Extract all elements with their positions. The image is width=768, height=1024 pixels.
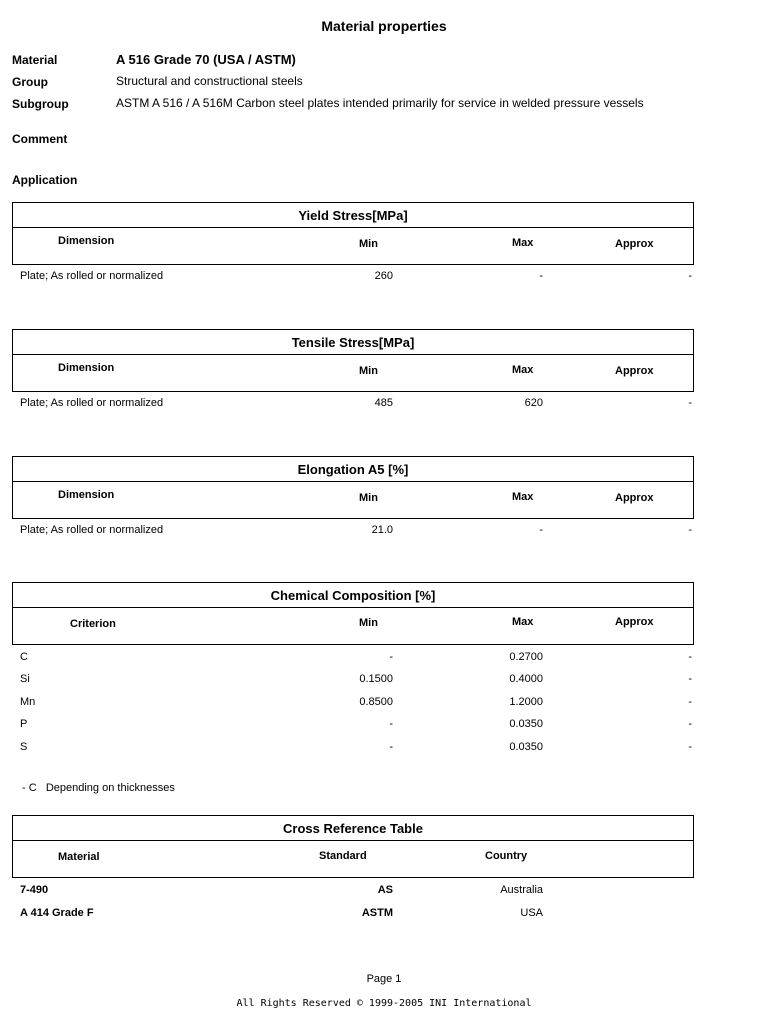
application-label: Application: [12, 173, 78, 187]
copyright-footer: All Rights Reserved © 1999-2005 INI International: [236, 998, 532, 1009]
material-value: A 516 Grade 70 (USA / ASTM): [116, 52, 296, 67]
comment-label: Comment: [12, 132, 68, 146]
max-cell: 0.0350: [509, 741, 543, 753]
table-row: [0, 741, 768, 757]
cross-reference-table: [12, 815, 694, 878]
group-label: Group: [12, 75, 48, 89]
max-cell: 620: [524, 397, 543, 409]
min-cell: 21.0: [371, 524, 393, 536]
standard-cell: ASTM: [361, 907, 393, 919]
chemical-composition-header: Chemical Composition [%]: [13, 583, 693, 608]
col-approx: Approx: [615, 238, 654, 250]
min-cell: 0.1500: [359, 673, 393, 685]
col-approx: Approx: [615, 365, 654, 377]
col-dimension: Dimension: [58, 235, 115, 247]
col-approx: Approx: [615, 616, 654, 628]
chemical-composition-table: [12, 582, 694, 645]
col-standard: Standard: [319, 850, 367, 862]
table-row: [0, 651, 768, 667]
tensile-stress-header: Tensile Stress[MPa]: [13, 330, 693, 355]
col-approx: Approx: [615, 492, 654, 504]
material-cell: 7-490: [20, 884, 49, 896]
elongation-table: [12, 456, 694, 519]
element-cell: Mn: [20, 696, 36, 708]
approx-cell: -: [688, 397, 692, 409]
max-cell: 1.2000: [509, 696, 543, 708]
table-row: [0, 696, 768, 712]
max-cell: 0.4000: [509, 673, 543, 685]
material-cell: A 414 Grade F: [20, 907, 94, 919]
page-title: Material properties: [321, 18, 447, 34]
table-row: [0, 718, 768, 734]
group-value: Structural and constructional steels: [116, 74, 303, 88]
table-row: [0, 907, 768, 923]
col-min: Min: [359, 492, 378, 504]
min-cell: 260: [374, 270, 393, 282]
approx-cell: -: [688, 718, 692, 730]
element-cell: S: [20, 741, 28, 753]
col-max: Max: [512, 364, 534, 376]
dimension-cell: Plate; As rolled or normalized: [20, 397, 164, 409]
approx-cell: -: [688, 651, 692, 663]
dimension-cell: Plate; As rolled or normalized: [20, 270, 164, 282]
col-max: Max: [512, 491, 534, 503]
element-cell: Si: [20, 673, 30, 685]
table-row: [0, 673, 768, 689]
chemical-note: - C Depending on thicknesses: [22, 782, 175, 794]
max-cell: -: [539, 270, 543, 282]
approx-cell: -: [688, 524, 692, 536]
col-criterion: Criterion: [70, 618, 116, 630]
approx-cell: -: [688, 673, 692, 685]
min-cell: -: [389, 741, 393, 753]
col-dimension: Dimension: [58, 489, 115, 501]
country-cell: USA: [520, 907, 543, 919]
col-max: Max: [512, 237, 534, 249]
max-cell: 0.2700: [509, 651, 543, 663]
element-cell: C: [20, 651, 28, 663]
country-cell: Australia: [500, 884, 543, 896]
col-min: Min: [359, 238, 378, 250]
approx-cell: -: [688, 741, 692, 753]
table-row: [0, 884, 768, 900]
min-cell: 485: [374, 397, 393, 409]
elongation-header: Elongation A5 [%]: [13, 457, 693, 482]
max-cell: 0.0350: [509, 718, 543, 730]
col-country: Country: [485, 850, 528, 862]
col-material: Material: [58, 851, 100, 863]
yield-stress-table: [12, 202, 694, 265]
dimension-cell: Plate; As rolled or normalized: [20, 524, 164, 536]
material-label: Material: [12, 53, 58, 67]
table-row: [0, 524, 768, 540]
cross-reference-header: Cross Reference Table: [13, 816, 693, 841]
yield-stress-header: Yield Stress[MPa]: [13, 203, 693, 228]
min-cell: 0.8500: [359, 696, 393, 708]
col-max: Max: [512, 616, 534, 628]
page-number: Page 1: [366, 973, 402, 985]
element-cell: P: [20, 718, 28, 730]
approx-cell: -: [688, 696, 692, 708]
col-min: Min: [359, 365, 378, 377]
max-cell: -: [539, 524, 543, 536]
subgroup-label: Subgroup: [12, 97, 69, 111]
table-row: [0, 397, 768, 413]
approx-cell: -: [688, 270, 692, 282]
min-cell: -: [389, 718, 393, 730]
subgroup-value: ASTM A 516 / A 516M Carbon steel plates intended primarily for service in welded pressure vessels: [116, 96, 644, 110]
standard-cell: AS: [377, 884, 393, 896]
col-min: Min: [359, 617, 378, 629]
tensile-stress-table: [12, 329, 694, 392]
min-cell: -: [389, 651, 393, 663]
table-row: [0, 270, 768, 286]
col-dimension: Dimension: [58, 362, 115, 374]
